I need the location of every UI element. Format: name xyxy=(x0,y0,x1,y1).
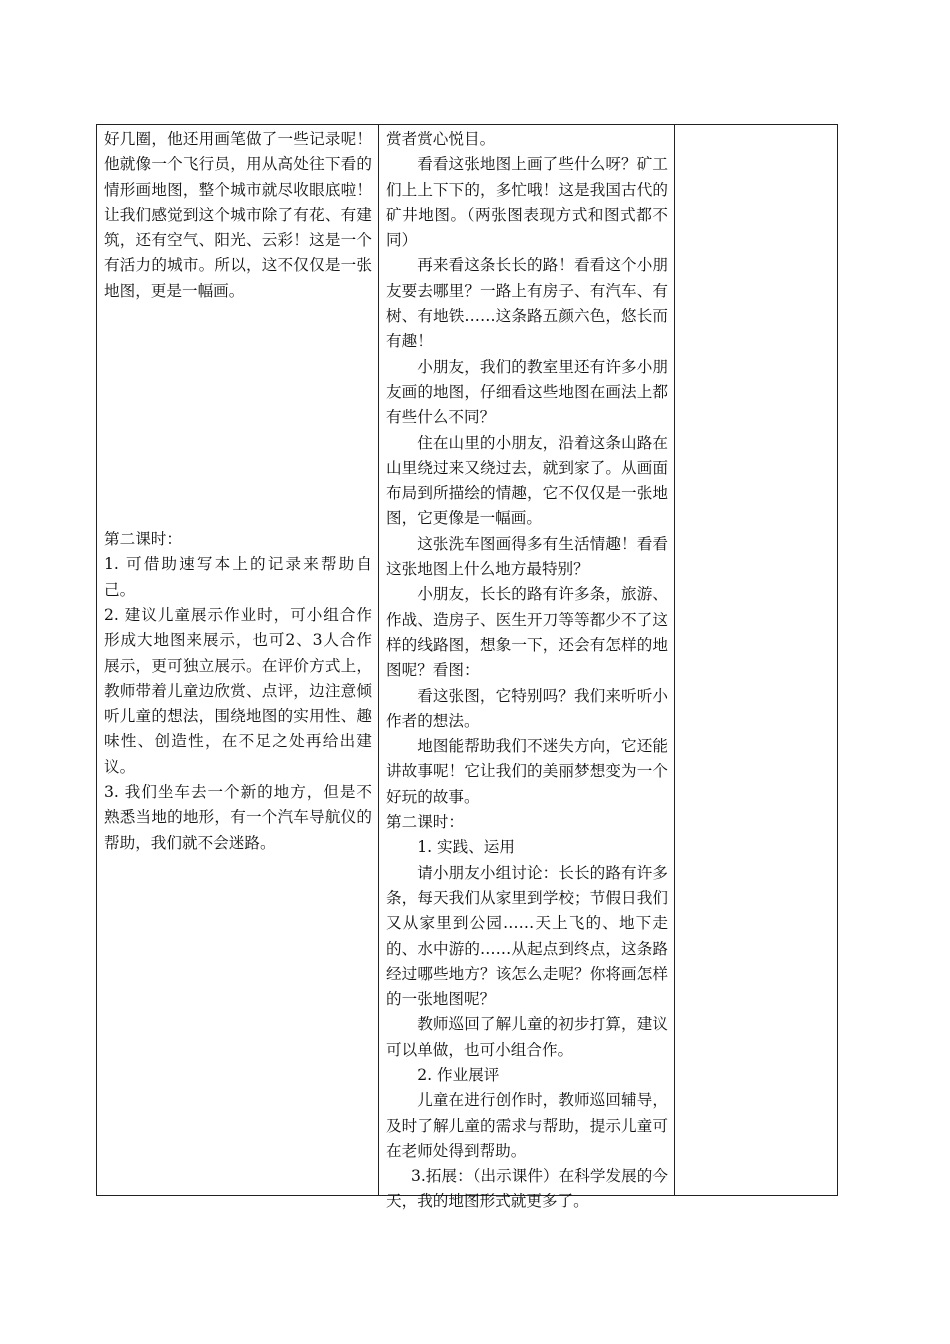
mid-paragraph-9: 地图能帮助我们不迷失方向，它还能讲故事呢！它让我们的美丽梦想变为一个好玩的故事。 xyxy=(386,737,668,806)
mid-paragraph-6: 这张洗车图画得多有生活情趣！看看这张地图上什么地方最特别？ xyxy=(386,534,668,579)
left-item-3: 3. 我们坐车去一个新的地方，但是不熟悉当地的地形，有一个汽车导航仪的帮助，我们就不会迷路。 xyxy=(104,783,372,852)
teaching-notes-column xyxy=(97,125,379,1195)
spacer xyxy=(104,304,372,527)
mid-paragraph-5: 住在山里的小朋友，沿着这条山路在山里绕过来又绕过去，就到家了。从画面布局到所描绘的情趣，它不仅仅是一张地图，它更像是一幅画。 xyxy=(386,433,668,528)
mid-paragraph-13: 3.拓展：（出示课件）在科学发展的今天，我的地图形式就更多了。 xyxy=(386,1167,668,1211)
mid-paragraph-11: 教师巡回了解儿童的初步打算，建议可以单做，也可小组合作。 xyxy=(386,1015,668,1059)
mid-paragraph-7: 小朋友，长长的路有许多条，旅游、作战、造房子、医生开刀等等都少不了这样的线路图，想象一下，还会有怎样的地图呢？看图： xyxy=(386,585,668,680)
lesson-plan-table xyxy=(96,124,838,1211)
mid-subheading-2: 2. 作业展评 xyxy=(417,1065,500,1084)
mid-paragraph-8: 看这张图，它特别吗？我们来听听小作者的想法。 xyxy=(386,686,668,730)
mid-section-heading: 第二课时： xyxy=(386,813,464,832)
left-item-1: 1. 可借助速写本上的记录来帮助自己。 xyxy=(104,555,372,599)
empty-notes-column xyxy=(675,125,837,1195)
left-item-2: 2. 建议儿童展示作业时，可小组合作形成大地图来展示，也可2、3人合作展示，更可独立展示。在评价方式上，教师带着儿童边欣赏、点评，边注意倾听儿童的想法，围绕地图的实用性、趣味性、创造性，在不足之处再给出建议。 xyxy=(104,605,372,776)
left-section-heading: 第二课时： xyxy=(104,530,182,549)
mid-paragraph-4: 小朋友，我们的教室里还有许多小朋友画的地图，仔细看这些地图在画法上都有些什么不同？ xyxy=(386,357,668,427)
mid-paragraph-2: 看看这张地图上画了些什么呀？矿工们上上下下的，多忙哦！这是我国古代的矿井地图。（两张图表现方式和图式都不同） xyxy=(386,155,668,250)
teaching-process-column xyxy=(379,125,675,1211)
mid-subheading-1: 1. 实践、运用 xyxy=(417,838,515,857)
left-paragraph-1: 好几圈，他还用画笔做了一些记录呢！他就像一个飞行员，用从高处往下看的情形画地图，整个城市就尽收眼底啦！让我们感觉到这个城市除了有花、有建筑，还有空气、阳光、云彩！这是一个有活力的城市。所以，这不仅仅是一张地图，更是一幅画。 xyxy=(104,130,372,300)
mid-paragraph-3: 再来看这条长长的路！看看这个小朋友要去哪里？一路上有房子、有汽车、有树、有地铁……这条路五颜六色，悠长而有趣！ xyxy=(386,256,668,351)
mid-paragraph-1: 赏者赏心悦目。 xyxy=(386,130,496,148)
mid-paragraph-12: 儿童在进行创作时，教师巡回辅导，及时了解儿童的需求与帮助，提示儿童可在老师处得到帮助。 xyxy=(386,1091,668,1160)
mid-paragraph-10: 请小朋友小组讨论：长长的路有许多条，每天我们从家里到学校；节假日我们又从家里到公园……天上飞的、地下走的、水中游的……从起点到终点，这条路经过哪些地方？该怎么走呢？你将画怎样的一张地图呢？ xyxy=(386,863,668,1009)
